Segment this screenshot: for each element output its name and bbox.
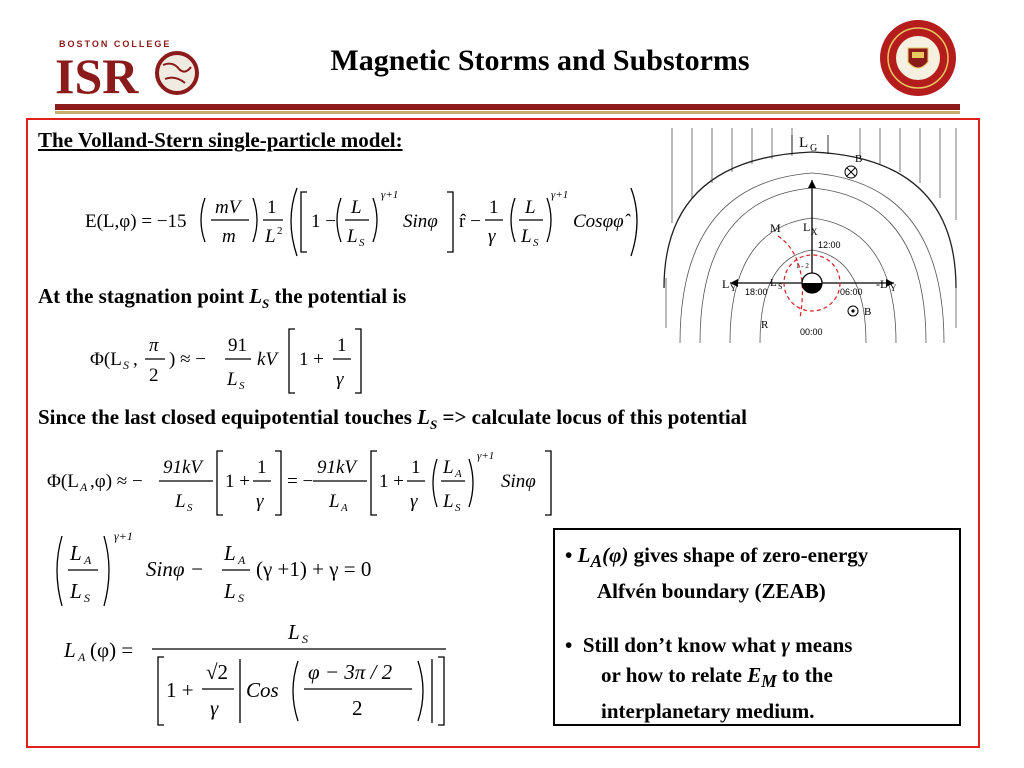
la-one-plus-b: 1 +	[379, 471, 404, 492]
la-gamma: γ	[256, 491, 264, 512]
phi-LS-sub: S	[239, 380, 245, 392]
note2-line2-a: or how to relate	[601, 663, 748, 687]
since-pre: Since the last closed equipotential touches	[38, 405, 418, 429]
phi-one: 1	[337, 335, 347, 356]
efield-LS: L	[347, 226, 358, 247]
phi-kV: kV	[257, 349, 278, 370]
header-rule-gold	[55, 111, 960, 114]
eq2-S-b: S	[238, 591, 244, 605]
stagnation-var: L	[249, 284, 263, 308]
la-potential-equation	[45, 447, 565, 525]
bullet-2: •	[565, 633, 573, 657]
eq2-exp: γ+1	[114, 529, 133, 543]
phi-lhs: Φ(L	[90, 349, 122, 370]
efield-gamma: γ	[488, 226, 496, 247]
model-heading: The Volland-Stern single-particle model:	[38, 128, 403, 152]
label-B-top: B	[855, 153, 863, 165]
logo-main-text: ISR	[55, 48, 139, 104]
note1-text: gives shape of zero-energy	[628, 543, 869, 567]
efield-S: S	[359, 237, 365, 249]
phi-gamma: γ	[336, 369, 344, 390]
eq3-cos: Cos	[246, 678, 279, 702]
efield-sin: Sinφ	[403, 211, 438, 232]
stagnation-sub: S	[262, 296, 270, 312]
la-frac-LS: L	[443, 491, 454, 512]
la-LA: L	[329, 491, 340, 512]
stagnation-equation	[85, 325, 385, 400]
label-1200: 12:00	[818, 240, 841, 250]
eq3-one-plus: 1 +	[166, 678, 194, 702]
eq3-gamma: γ	[210, 696, 219, 720]
la-LS-sub: S	[187, 502, 193, 514]
la-91kv-b: 91kV	[317, 457, 357, 478]
eq2-tail: (γ +1) + γ = 0	[256, 557, 372, 581]
phi-one-plus: 1 +	[299, 349, 324, 370]
eq3-LS: L	[288, 620, 300, 644]
la-LS: L	[175, 491, 186, 512]
efield-cos: Cosφφ̂	[573, 211, 624, 232]
la-lhs: Φ(L	[47, 471, 79, 492]
efield-L2-exp: 2	[277, 225, 283, 237]
la-frac-S: S	[455, 502, 461, 514]
phi-approx: ) ≈ −	[169, 349, 206, 370]
note1-var: L	[577, 543, 591, 567]
note2-line2	[565, 660, 955, 696]
label-LY-right-sub: Y	[890, 283, 897, 293]
la-shape-equation	[62, 615, 462, 730]
la-LA-sub: A	[341, 502, 348, 514]
eq2-S: S	[84, 591, 90, 605]
college-seal-icon	[878, 18, 958, 98]
label-LG-sub: G	[810, 143, 818, 154]
phi-91: 91	[228, 335, 247, 356]
efield-L2: L	[265, 226, 276, 247]
efield-lhs: E(L,φ) = −15	[85, 211, 187, 232]
note-gamma	[565, 630, 955, 726]
label-0000: 00:00	[800, 327, 823, 337]
page-title: Magnetic Storms and Substorms	[330, 44, 750, 77]
label-LY-right: -L	[876, 277, 888, 291]
eq2-LA: L	[70, 541, 82, 565]
la-one-plus: 1 +	[225, 471, 250, 492]
efield-L-b: L	[525, 197, 536, 218]
efield-LS-b: L	[521, 226, 532, 247]
globe-icon	[157, 53, 197, 93]
note2-text-b: means	[790, 633, 853, 657]
la-A: A	[80, 480, 88, 494]
note2-gamma: γ	[781, 633, 790, 657]
label-LG: L	[799, 135, 809, 151]
la-sin: Sinφ	[501, 471, 536, 492]
label-1800: 18:00	[745, 287, 768, 297]
eq3-two: 2	[352, 696, 363, 720]
la-exp: γ+1	[477, 450, 495, 462]
note2-text-a: Still don’t know what	[582, 633, 782, 657]
note2-line3: interplanetary medium.	[601, 699, 815, 724]
phi-S: S	[123, 358, 129, 372]
eq3-lhs: L	[64, 638, 76, 662]
header-rule	[55, 104, 960, 110]
eq3-frac-num: φ − 3π / 2	[308, 660, 393, 684]
label-0600: 06:00	[840, 287, 863, 297]
note-zeab	[565, 540, 955, 606]
since-var: L	[417, 405, 430, 429]
note2-em: E	[747, 663, 762, 687]
label-LX: L	[803, 220, 811, 234]
note1-line2: Alfvén boundary (ZEAB)	[597, 579, 826, 604]
phi-pi: π	[149, 335, 159, 356]
eq2-sin: Sinφ −	[146, 557, 204, 581]
efield-one-minus: 1 −	[311, 211, 336, 232]
efield-m: m	[222, 226, 236, 247]
isro-logo	[55, 35, 205, 105]
eq2-A: A	[84, 553, 92, 567]
label-LY-left: L	[722, 277, 730, 291]
logo-top-text: BOSTON COLLEGE	[59, 39, 172, 49]
stagnation-pre: At the stagnation point	[38, 284, 250, 308]
notes-box	[553, 528, 961, 726]
stagnation-post: the potential is	[269, 284, 407, 308]
eq3-S: S	[302, 632, 308, 646]
la-frac-LA: L	[443, 457, 454, 478]
la-gamma-b: γ	[410, 491, 418, 512]
efield-one: 1	[267, 197, 277, 218]
label-LY-left-sub: Y	[730, 283, 737, 293]
eq3-phi: (φ) =	[90, 638, 134, 662]
label-B-bottom: B	[864, 306, 872, 318]
note2-em-sub: M	[761, 671, 777, 692]
label-LS: L	[770, 277, 777, 289]
efield-L: L	[351, 197, 362, 218]
since-heading	[38, 405, 747, 433]
phi-two: 2	[149, 365, 159, 386]
la-one: 1	[257, 457, 267, 478]
note1-sub: A	[590, 551, 603, 572]
zeab-diagram	[660, 128, 960, 343]
efield-S-b: S	[533, 237, 539, 249]
efield-rhat: r̂ −	[459, 211, 481, 232]
la-91kv: 91kV	[163, 457, 203, 478]
la-frac-A: A	[455, 468, 462, 480]
note2-line2-b: to the	[776, 663, 833, 687]
zeab-condition-equation	[50, 528, 420, 613]
bullet-1: •	[565, 543, 573, 567]
eq2-A-b: A	[238, 553, 246, 567]
eq2-LS-b: L	[224, 579, 236, 603]
la-phi: ,φ) ≈ −	[90, 471, 143, 492]
efield-exp: γ+1	[381, 189, 399, 201]
label-M: M	[770, 221, 781, 235]
efield-equation	[85, 180, 655, 265]
eq2-LA-b: L	[224, 541, 236, 565]
stagnation-heading	[38, 284, 406, 312]
eq3-A: A	[78, 650, 86, 664]
since-sub: S	[430, 417, 438, 433]
la-eq: = −	[287, 471, 314, 492]
label-LX-sub: X	[811, 227, 818, 237]
phi-comma: ,	[133, 349, 138, 370]
label-LS-sub: S	[778, 282, 783, 291]
since-post: => calculate locus of this potential	[437, 405, 747, 429]
eq2-LS: L	[70, 579, 82, 603]
label-small: 1 - 2	[796, 262, 809, 270]
la-one-b: 1	[411, 457, 421, 478]
efield-mv: mV	[215, 197, 241, 218]
efield-exp-b: γ+1	[551, 189, 569, 201]
eq3-sqrt: √2	[206, 660, 229, 684]
phi-LS: L	[227, 369, 238, 390]
note1-arg: (φ)	[602, 543, 629, 567]
efield-one-b: 1	[489, 197, 499, 218]
label-R: R	[761, 319, 769, 331]
